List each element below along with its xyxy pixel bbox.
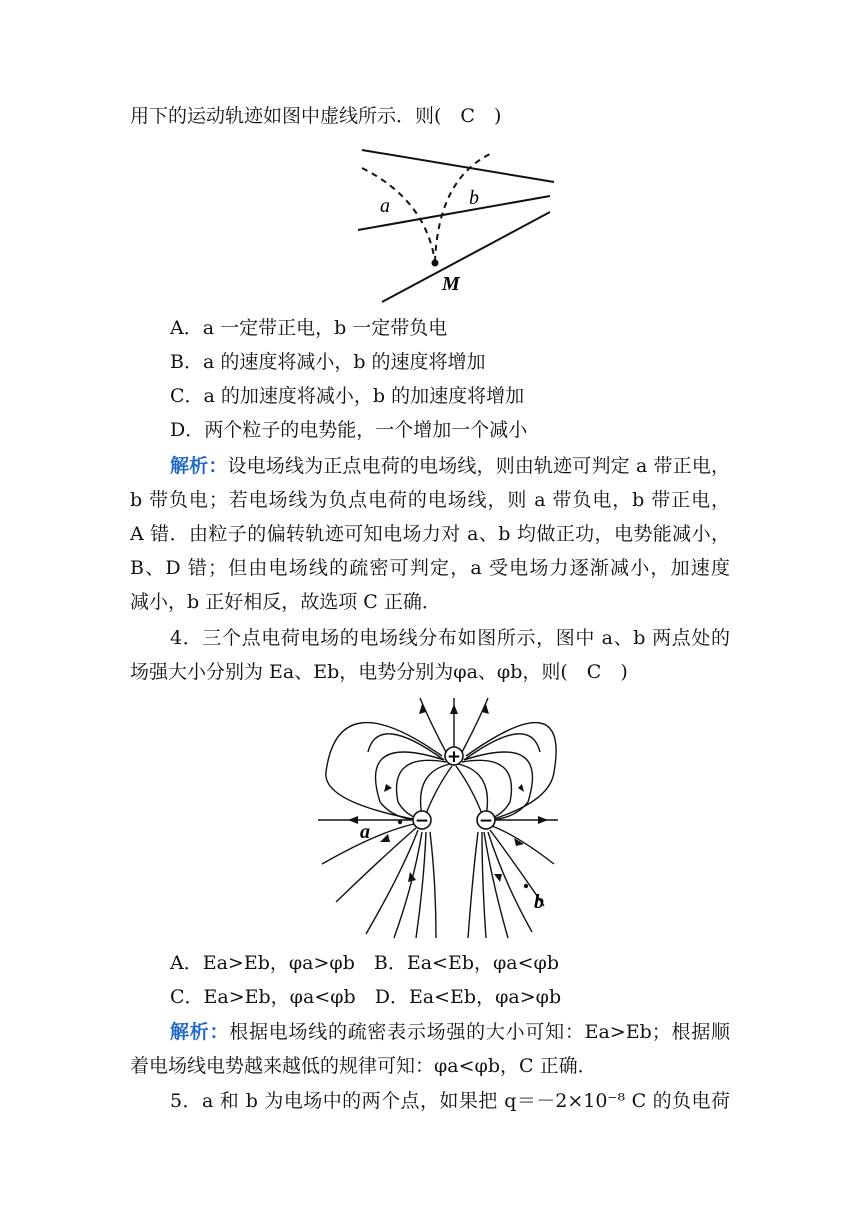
q4-field-lines-figure xyxy=(318,692,558,940)
label-a: a xyxy=(380,195,390,217)
negative-charge-left-sign: − xyxy=(414,811,430,831)
q3-stem-end: 用下的运动轨迹如图中虚线所示．则( C ) xyxy=(130,105,502,127)
q5-stem-line: 5．a 和 b 为电场中的两个点，如果把 q＝－2×10⁻⁸ C 的负电荷 xyxy=(170,1090,730,1112)
negative-charge-right-sign: − xyxy=(478,811,494,831)
q3-option-a: A．a 一定带正电，b 一定带负电 xyxy=(170,317,448,339)
q4-analysis-line-1: 解析：根据电场线的疏密表示场强的大小可知：Ea>Eb；根据顺 xyxy=(170,1021,730,1043)
q4-stem-line-2: 场强大小分别为 Ea、Eb，电势分别为φa、φb，则( C ) xyxy=(130,661,628,683)
q3-trajectory-figure xyxy=(340,140,570,310)
label-b: b xyxy=(469,187,479,209)
positive-charge-sign: + xyxy=(446,747,462,767)
point-b-label: b xyxy=(534,891,544,913)
q3-analysis-line-5: 减小，b 正好相反，故选项 C 正确． xyxy=(130,591,441,613)
q4-options-line-1: A．Ea>Eb，φa>φb B．Ea<Eb，φa<φb xyxy=(170,952,560,974)
q4-stem-line-1: 4．三个点电荷电场的电场线分布如图所示，图中 a、b 两点处的 xyxy=(170,627,730,649)
q3-analysis-line-2: b 带负电；若电场线为负点电荷的电场线，则 a 带负电，b 带正电， xyxy=(130,489,730,511)
q4-options-line-2: C．Ea>Eb，φa<φb D．Ea<Eb，φa>φb xyxy=(170,986,562,1008)
q3-option-d: D．两个粒子的电势能，一个增加一个减小 xyxy=(170,419,528,441)
q3-analysis-line-4: B、D 错；但由电场线的疏密可判定，a 受电场力逐渐减小，加速度 xyxy=(130,557,730,579)
analysis-label: 解析： xyxy=(170,455,228,477)
analysis-label: 解析： xyxy=(170,1021,230,1043)
label-M: M xyxy=(442,273,460,295)
q3-analysis-line-1: 解析：设电场线为正点电荷的电场线，则由轨迹可判定 a 带正电， xyxy=(170,455,730,477)
q4-analysis-line-2: 着电场线电势越来越低的规律可知：φa<φb，C 正确． xyxy=(130,1055,597,1077)
point-a-label: a xyxy=(360,821,370,843)
q3-option-b: B．a 的速度将减小，b 的速度将增加 xyxy=(170,351,486,373)
q3-option-c: C．a 的加速度将减小，b 的加速度将增加 xyxy=(170,385,525,407)
q3-analysis-line-3: A 错．由粒子的偏转轨迹可知电场力对 a、b 均做正功，电势能减小， xyxy=(130,523,730,545)
